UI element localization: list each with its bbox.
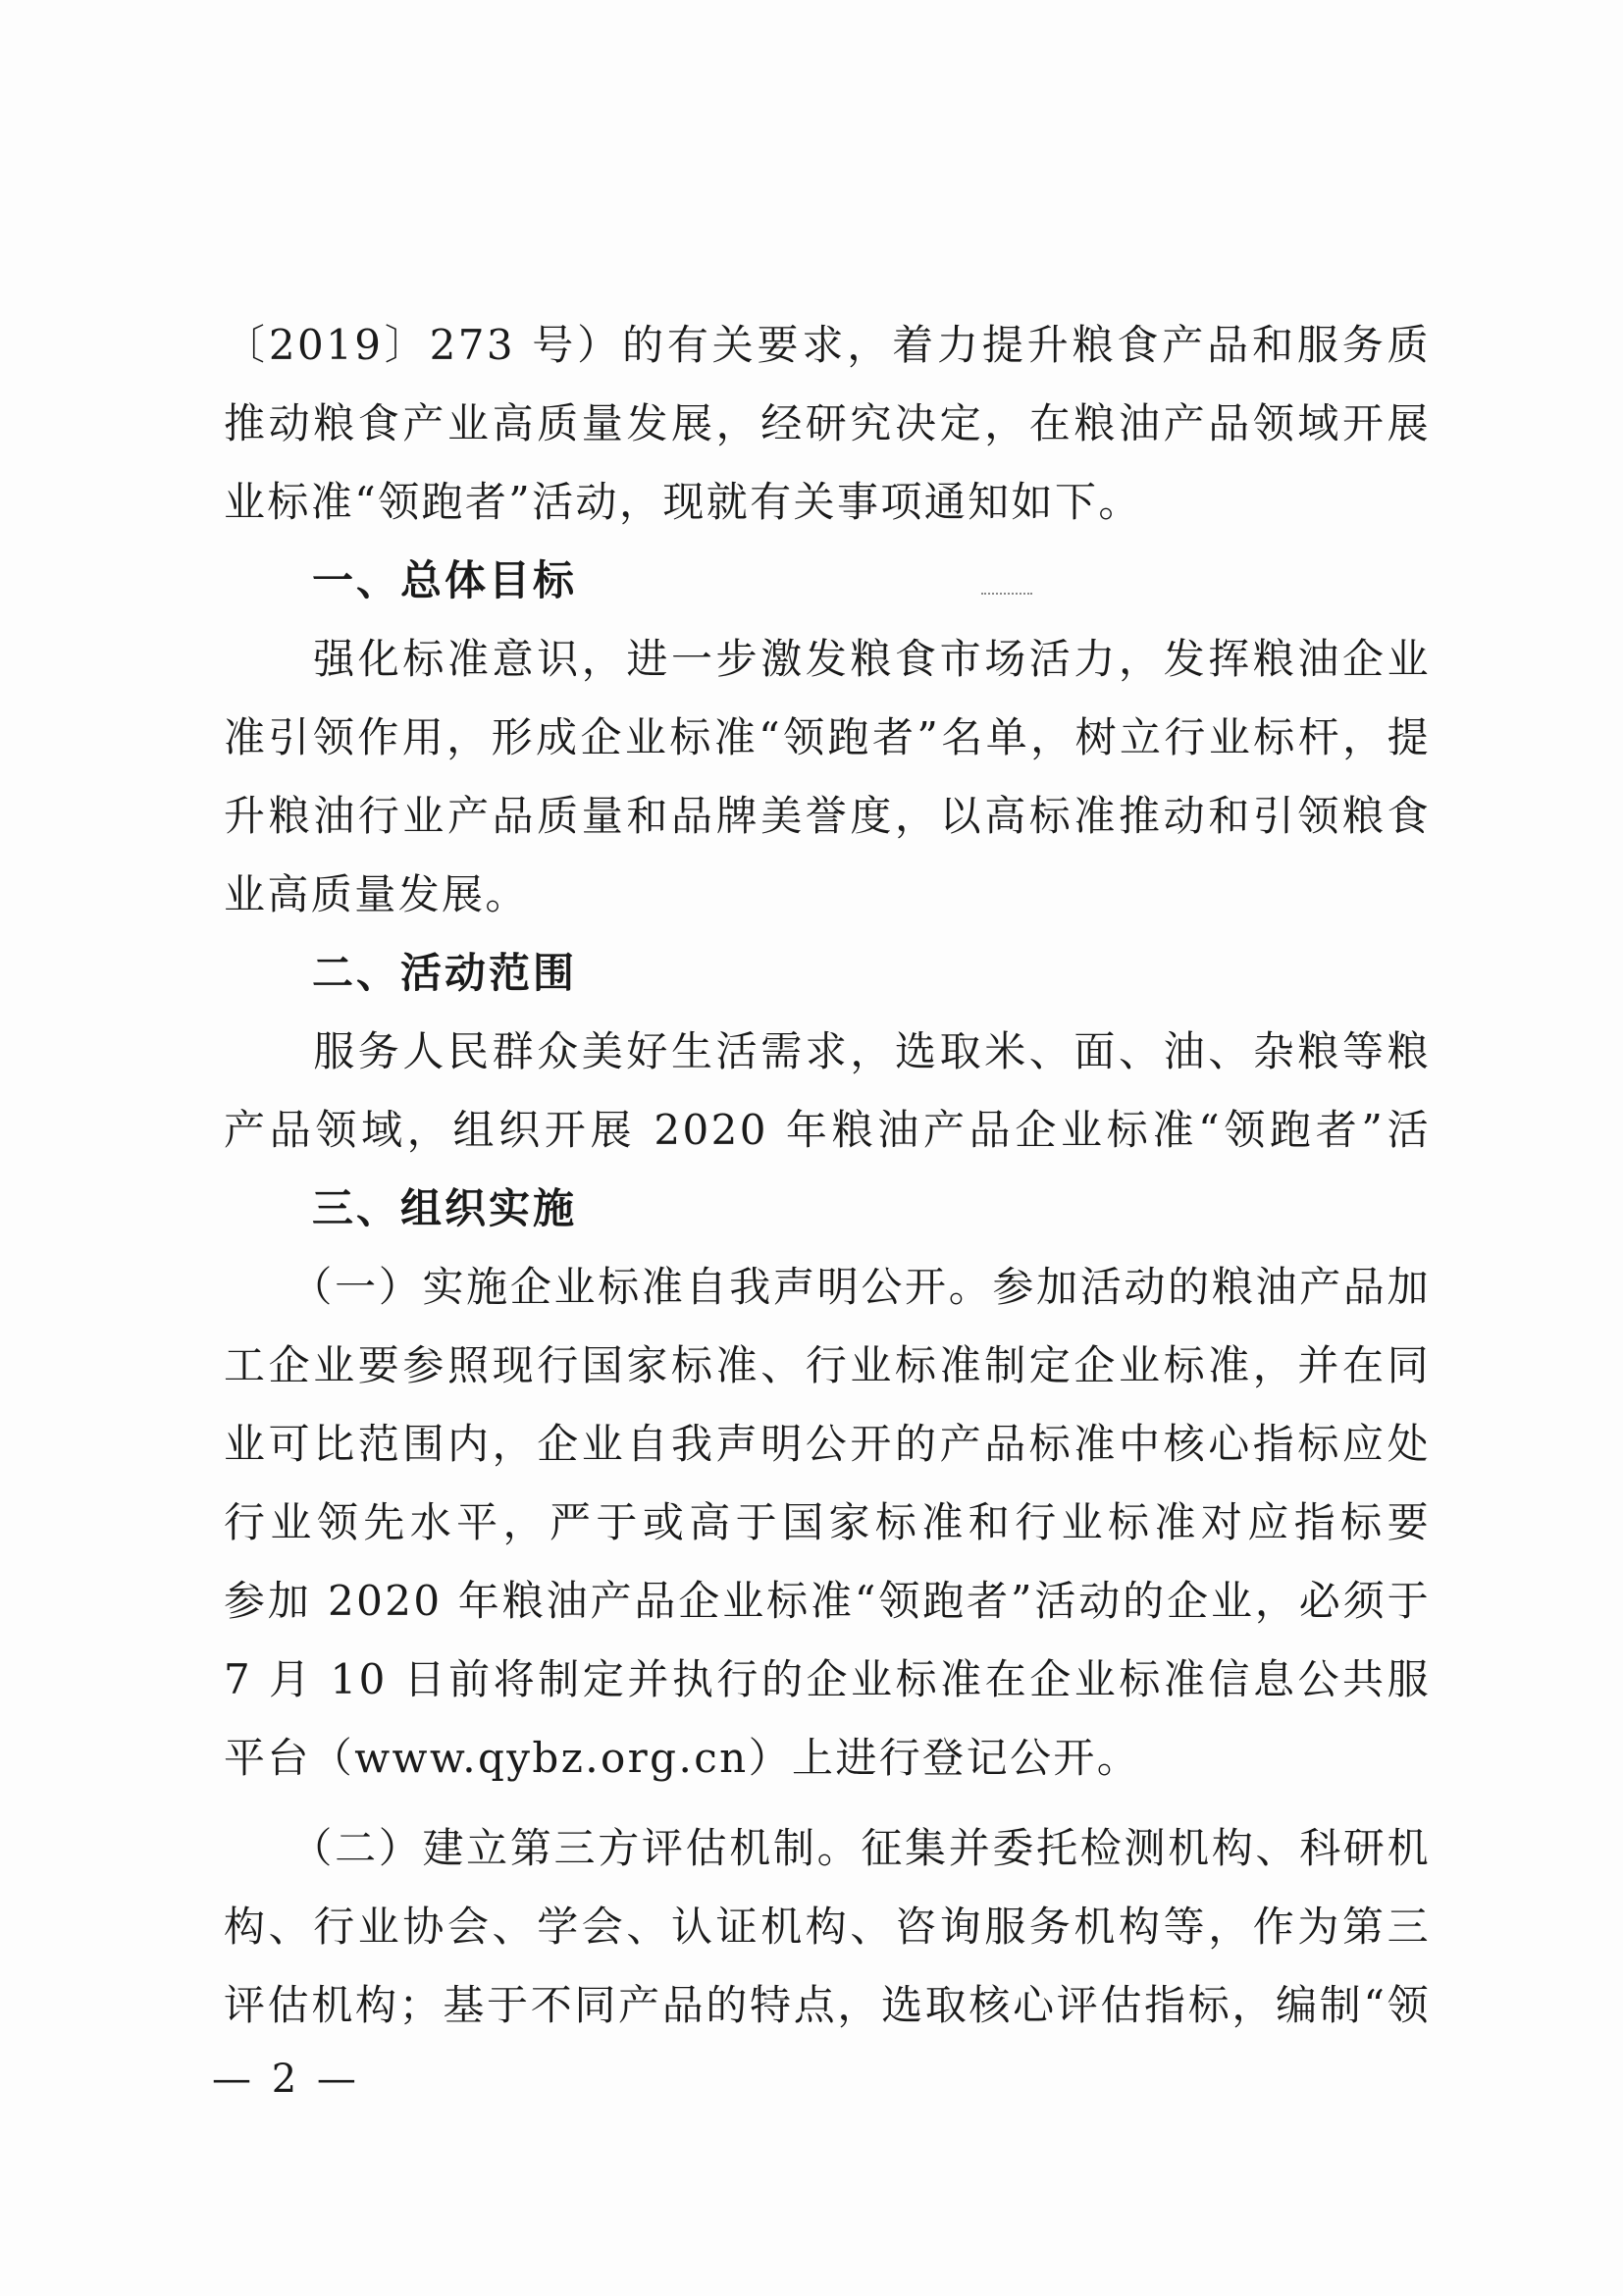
text-line: 升粮油行业产品质量和品牌美誉度，以高标准推动和引领粮食 [224, 792, 1431, 840]
section-heading: 一、总体目标 [312, 556, 578, 604]
text-line: 服务人民群众美好生活需求，选取米、面、油、杂粮等粮 [313, 1027, 1431, 1075]
text-line: 7 月 10 日前将制定并执行的企业标准在企业标准信息公共服 [224, 1655, 1431, 1703]
text-line: 强化标准意识，进一步激发粮食市场活力，发挥粮油企业 [313, 635, 1431, 683]
text-line: 〔2019〕273 号）的有关要求，着力提升粮食产品和服务质 [224, 321, 1431, 369]
text-line: 业高质量发展。 [224, 870, 529, 918]
page-number: — 2 — [212, 2057, 360, 2102]
section-heading: 三、组织实施 [312, 1184, 578, 1232]
document-body [224, 306, 1431, 2045]
text-line: 评估机构；基于不同产品的特点，选取核心评估指标，编制“领 [224, 1981, 1431, 2029]
text-line: 构、行业协会、学会、认证机构、咨询服务机构等，作为第三 [224, 1903, 1431, 1951]
text-line: 业可比范围内，企业自我声明公开的产品标准中核心指标应处 [224, 1420, 1431, 1468]
text-line: 产品领域，组织开展 2020 年粮油产品企业标准“领跑者”活 [224, 1106, 1431, 1154]
text-line: 行业领先水平，严于或高于国家标准和行业标准对应指标要 [224, 1498, 1431, 1546]
paragraph-gap [224, 1798, 1431, 1809]
text-line: （二）建立第三方评估机制。征集并委托检测机构、科研机 [224, 1824, 1431, 1872]
section-heading: 二、活动范围 [312, 949, 578, 997]
text-line: 准引领作用，形成企业标准“领跑者”名单，树立行业标杆，提 [224, 713, 1431, 761]
text-line: 平台（www.qybz.org.cn）上进行登记公开。 [224, 1734, 1141, 1782]
text-line: （一）实施企业标准自我声明公开。参加活动的粮油产品加 [224, 1263, 1431, 1311]
text-line: 参加 2020 年粮油产品企业标准“领跑者”活动的企业，必须于 [224, 1577, 1431, 1625]
text-line: 工企业要参照现行国家标准、行业标准制定企业标准，并在同 [224, 1341, 1431, 1389]
text-line: 推动粮食产业高质量发展，经研究决定，在粮油产品领域开展 [224, 399, 1431, 447]
text-line: 业标准“领跑者”活动，现就有关事项通知如下。 [224, 478, 1142, 526]
